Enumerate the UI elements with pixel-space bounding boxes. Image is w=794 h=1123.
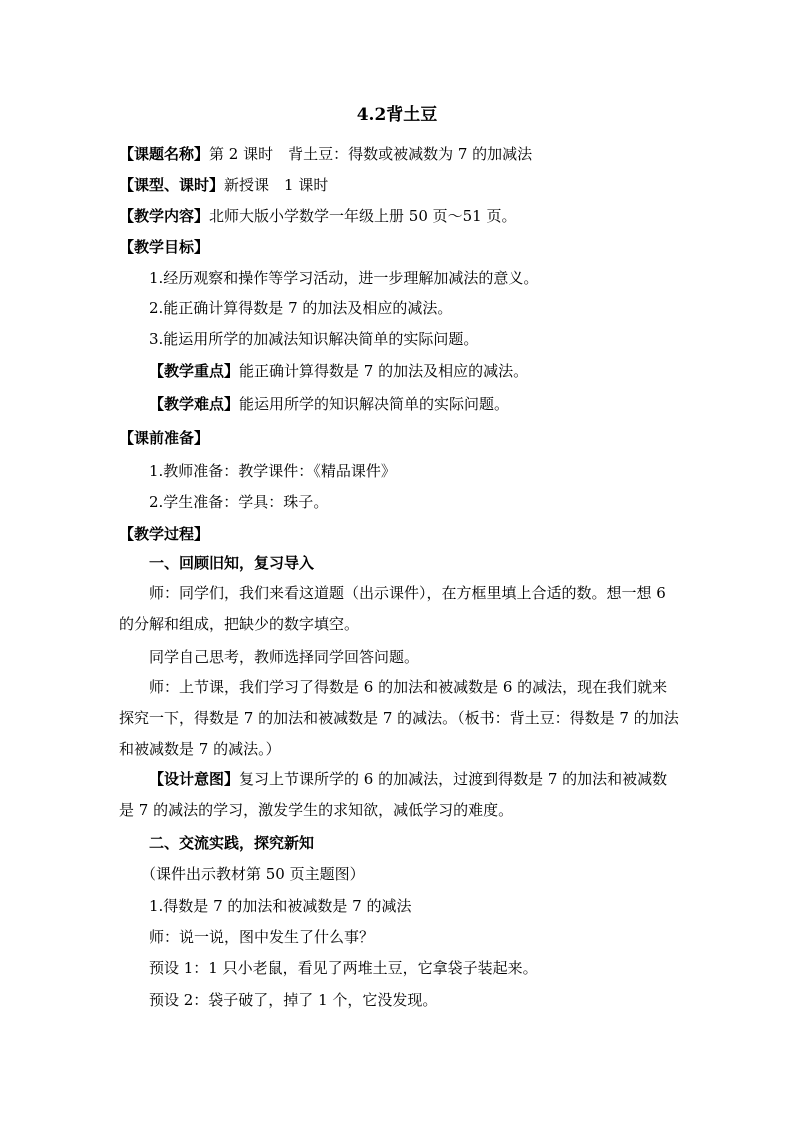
document-title: 4.2背土豆 xyxy=(356,105,438,125)
design-intent-label: 【设计意图】 xyxy=(149,770,240,788)
content-text: 北师大版小学数学一年级上册 50 页～51 页。 xyxy=(209,207,517,225)
design-intent xyxy=(119,764,679,826)
preparation-item: 2.学生准备：学具：珠子。 xyxy=(149,493,329,511)
course-type-line xyxy=(119,175,679,195)
key-point-line xyxy=(119,361,709,381)
key-point-text: 能正确计算得数是 7 的加法及相应的减法。 xyxy=(239,362,529,380)
preset-answer-1: 预设 1：1 只小老鼠，看见了两堆土豆，它拿袋子装起来。 xyxy=(149,959,538,977)
preparation-label: 【课前准备】 xyxy=(119,429,210,447)
difficulty-label: 【教学难点】 xyxy=(149,395,240,413)
section2-subheading: 1.得数是 7 的加法和被减数是 7 的减法 xyxy=(149,897,412,915)
course-name-line xyxy=(119,144,679,164)
key-point-label: 【教学重点】 xyxy=(149,362,240,380)
goal-item: 2.能正确计算得数是 7 的加法及相应的减法。 xyxy=(149,299,453,317)
course-type-text: 新授课 1 课时 xyxy=(224,176,329,194)
section2-note: （课件出示教材第 50 页主题图） xyxy=(141,865,365,883)
content-line xyxy=(119,206,679,226)
content-label: 【教学内容】 xyxy=(119,207,210,225)
design-intent-text: 复习上节课所学的 6 的加减法，过渡到得数是 7 的加法和被减数是 7 的减法的学习，激发学生的求知欲，减低学习的难度。 xyxy=(119,770,668,819)
course-name-text: 第 2 课时 背土豆：得数或被减数为 7 的加减法 xyxy=(209,145,533,163)
process-label: 【教学过程】 xyxy=(119,525,210,543)
section1-paragraph-2: 同学自己思考，教师选择同学回答问题。 xyxy=(149,648,420,666)
section1-paragraph-1: 师：同学们，我们来看这道题（出示课件），在方框里填上合适的数。想一想 6 的分解和组成，把缺少的数字填空。 xyxy=(119,584,666,633)
section1-paragraph-3: 师：上节课，我们学习了得数是 6 的加法和被减数是 6 的减法，现在我们就来探究一下，得数是 7 的加法和被减数是 7 的减法。（板书：背土豆：得数是 7 的加法和被减数是 7 的减法。） xyxy=(119,678,679,758)
difficulty-text: 能运用所学的知识解决简单的实际问题。 xyxy=(239,395,510,413)
difficulty-line xyxy=(119,394,709,414)
section2-heading: 二、交流实践，探究新知 xyxy=(149,834,315,852)
course-name-label: 【课题名称】 xyxy=(119,145,210,163)
goal-item: 3.能运用所学的加减法知识解决简单的实际问题。 xyxy=(149,330,479,348)
section1-heading: 一、回顾旧知，复习导入 xyxy=(149,554,315,572)
goals-label: 【教学目标】 xyxy=(119,238,210,256)
teacher-question: 师：说一说，图中发生了什么事？ xyxy=(149,928,375,946)
goal-item: 1.经历观察和操作等学习活动，进一步理解加减法的意义。 xyxy=(149,269,539,287)
preparation-item: 1.教师准备：教学课件：《精品课件》 xyxy=(149,462,396,480)
course-type-label: 【课型、课时】 xyxy=(119,176,225,194)
preset-answer-2: 预设 2：袋子破了，掉了 1 个，它没发现。 xyxy=(149,991,438,1009)
